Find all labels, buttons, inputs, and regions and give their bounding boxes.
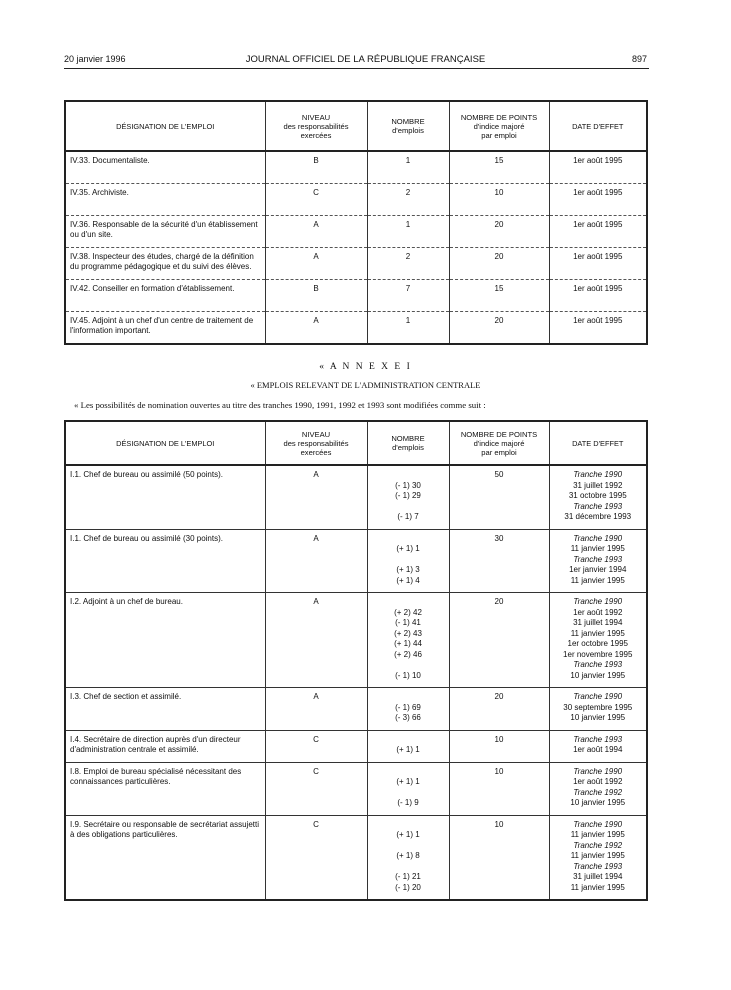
effect-date: 11 janvier 1995 bbox=[570, 830, 625, 839]
column-header-points: NOMBRE DE POINTS d'indice majoré par emploi bbox=[449, 421, 549, 465]
header-journal-title: JOURNAL OFFICIEL DE LA RÉPUBLIQUE FRANÇAISE bbox=[245, 54, 486, 65]
cell-points: 20 bbox=[449, 593, 549, 688]
cell-nombre: 2 bbox=[367, 184, 449, 216]
tranche-label: Tranche 1990 bbox=[573, 692, 623, 701]
nombre-change bbox=[372, 502, 445, 513]
table-row bbox=[65, 730, 647, 762]
effect-date: 31 octobre 1995 bbox=[568, 491, 627, 500]
nombre-change bbox=[372, 534, 445, 545]
cell-niveau: C bbox=[265, 762, 367, 815]
cell-designation: I.2. Adjoint à un chef de bureau. bbox=[65, 593, 265, 688]
nombre-change: (- 1) 69 bbox=[395, 702, 421, 712]
nombre-change: (- 1) 21 bbox=[395, 872, 421, 881]
column-header-nombre: NOMBRE d'emplois bbox=[367, 101, 449, 151]
tranche-label: Tranche 1992 bbox=[573, 787, 623, 797]
cell-points: 10 bbox=[449, 730, 549, 762]
tranche-label: Tranche 1990 bbox=[573, 533, 623, 543]
cell-niveau: A bbox=[265, 216, 367, 248]
cell-points: 20 bbox=[449, 216, 549, 248]
column-header-designation: DÉSIGNATION DE L'EMPLOI bbox=[65, 421, 265, 465]
table-row bbox=[65, 465, 647, 529]
cell-points: 10 bbox=[449, 815, 549, 900]
tranche-label: Tranche 1990 bbox=[573, 470, 623, 479]
effect-date: 31 décembre 1993 bbox=[564, 512, 632, 521]
cell-designation: I.8. Emploi de bureau spécialisé nécessitant des connaissances particulières. bbox=[65, 762, 265, 815]
nombre-change: (- 1) 20 bbox=[395, 882, 421, 892]
table-header-row bbox=[65, 421, 647, 465]
header-page-number: 897 bbox=[631, 54, 647, 64]
cell-date: 1er août 1995 bbox=[549, 248, 647, 280]
nombre-change bbox=[372, 555, 445, 566]
nombre-change: (+ 2) 42 bbox=[394, 607, 422, 617]
cell-nombre: 1 bbox=[367, 312, 449, 345]
table-row bbox=[65, 529, 647, 593]
column-header-designation: DÉSIGNATION DE L'EMPLOI bbox=[65, 101, 265, 151]
cell-date-list bbox=[549, 762, 647, 815]
nombre-change: (- 1) 10 bbox=[395, 670, 421, 680]
cell-niveau: C bbox=[265, 730, 367, 762]
column-header-niveau: NIVEAU des responsabilités exercées bbox=[265, 421, 367, 465]
effect-date: 1er août 1992 bbox=[573, 777, 623, 786]
tranche-label: Tranche 1993 bbox=[573, 554, 623, 564]
cell-designation: IV.35. Archiviste. bbox=[65, 184, 265, 216]
table-row bbox=[65, 216, 647, 248]
nombre-change: (- 1) 30 bbox=[395, 480, 421, 490]
cell-date-list bbox=[549, 465, 647, 529]
table-row bbox=[65, 688, 647, 731]
effect-date: 1er octobre 1995 bbox=[567, 639, 628, 648]
nombre-change bbox=[372, 692, 445, 703]
nombre-change bbox=[372, 862, 445, 873]
cell-designation: IV.33. Documentaliste. bbox=[65, 151, 265, 184]
cell-points: 30 bbox=[449, 529, 549, 593]
cell-nombre-list bbox=[367, 593, 449, 688]
cell-points: 15 bbox=[449, 151, 549, 184]
effect-date: 1er août 1994 bbox=[573, 745, 623, 754]
cell-points: 20 bbox=[449, 312, 549, 345]
effect-date: 10 janvier 1995 bbox=[570, 670, 626, 680]
nombre-change: (+ 1) 1 bbox=[396, 777, 420, 786]
effect-date: 11 janvier 1995 bbox=[570, 575, 625, 585]
table-row bbox=[65, 248, 647, 280]
nombre-change: (+ 1) 1 bbox=[396, 745, 420, 754]
effect-date: 30 septembre 1995 bbox=[563, 702, 633, 712]
annexe-subtitle: « EMPLOIS RELEVANT DE L'ADMINISTRATION CENTRALE bbox=[250, 380, 481, 390]
table-row bbox=[65, 312, 647, 345]
effect-date: 11 janvier 1995 bbox=[570, 851, 625, 860]
table-row bbox=[65, 593, 647, 688]
nombre-change bbox=[372, 767, 445, 778]
cell-date-list bbox=[549, 688, 647, 731]
nombre-change: (- 1) 9 bbox=[397, 798, 419, 807]
cell-designation: IV.45. Adjoint à un chef d'un centre de traitement de l'information important. bbox=[65, 312, 265, 345]
cell-niveau: C bbox=[265, 184, 367, 216]
annexe-title: « A N N E X E I bbox=[319, 362, 412, 372]
cell-date: 1er août 1995 bbox=[549, 280, 647, 312]
employment-table-2 bbox=[64, 420, 648, 901]
nombre-change: (+ 1) 1 bbox=[396, 544, 420, 553]
cell-points: 20 bbox=[449, 688, 549, 731]
cell-niveau: B bbox=[265, 151, 367, 184]
tranche-label: Tranche 1993 bbox=[573, 861, 623, 871]
cell-date-list bbox=[549, 529, 647, 593]
cell-date-list bbox=[549, 730, 647, 762]
nombre-change: (+ 1) 4 bbox=[396, 575, 420, 585]
nombre-change bbox=[372, 841, 445, 852]
nombre-change bbox=[372, 660, 445, 671]
nombre-change: (+ 1) 44 bbox=[394, 639, 422, 648]
column-header-points: NOMBRE DE POINTS d'indice majoré par emploi bbox=[449, 101, 549, 151]
table-row bbox=[65, 280, 647, 312]
nombre-change: (+ 2) 43 bbox=[394, 628, 422, 638]
cell-points: 50 bbox=[449, 465, 549, 529]
cell-designation: I.1. Chef de bureau ou assimilé (50 points). bbox=[65, 465, 265, 529]
nombre-change bbox=[372, 735, 445, 746]
effect-date: 11 janvier 1995 bbox=[570, 628, 625, 638]
cell-nombre-list bbox=[367, 815, 449, 900]
cell-niveau: A bbox=[265, 593, 367, 688]
effect-date: 11 janvier 1995 bbox=[570, 882, 625, 892]
effect-date: 11 janvier 1995 bbox=[570, 544, 625, 553]
nombre-change: (- 3) 66 bbox=[395, 713, 421, 722]
cell-niveau: A bbox=[265, 688, 367, 731]
nombre-change: (+ 1) 8 bbox=[396, 851, 420, 860]
tranche-label: Tranche 1990 bbox=[573, 597, 623, 606]
intro-paragraph: « Les possibilités de nomination ouvertes au titre des tranches 1990, 1991, 1992 et 1993 sont modifiées comme suit : bbox=[74, 400, 486, 410]
nombre-change: (- 1) 41 bbox=[395, 618, 421, 627]
table-header-row bbox=[65, 101, 647, 151]
cell-niveau: B bbox=[265, 280, 367, 312]
cell-niveau: A bbox=[265, 465, 367, 529]
cell-niveau: A bbox=[265, 248, 367, 280]
effect-date: 1er novembre 1995 bbox=[563, 649, 633, 659]
column-header-niveau: NIVEAU des responsabilités exercées bbox=[265, 101, 367, 151]
nombre-change: (- 1) 29 bbox=[395, 491, 421, 500]
cell-nombre: 1 bbox=[367, 216, 449, 248]
effect-date: 1er janvier 1994 bbox=[569, 565, 627, 574]
tranche-label: Tranche 1990 bbox=[573, 766, 623, 776]
effect-date: 31 juillet 1992 bbox=[573, 480, 623, 490]
nombre-change bbox=[372, 470, 445, 481]
column-header-date: DATE D'EFFET bbox=[549, 101, 647, 151]
tranche-label: Tranche 1992 bbox=[573, 840, 623, 850]
effect-date: 31 juillet 1994 bbox=[573, 872, 623, 881]
cell-nombre: 1 bbox=[367, 151, 449, 184]
cell-nombre: 7 bbox=[367, 280, 449, 312]
employment-table-1 bbox=[64, 100, 648, 345]
tranche-label: Tranche 1993 bbox=[573, 660, 623, 669]
cell-date: 1er août 1995 bbox=[549, 312, 647, 345]
cell-nombre-list bbox=[367, 465, 449, 529]
column-header-nombre: NOMBRE d'emplois bbox=[367, 421, 449, 465]
table-row bbox=[65, 815, 647, 900]
cell-points: 15 bbox=[449, 280, 549, 312]
cell-designation: I.9. Secrétaire ou responsable de secrétariat assujetti à des obligations particulières. bbox=[65, 815, 265, 900]
cell-points: 20 bbox=[449, 248, 549, 280]
nombre-change bbox=[372, 788, 445, 799]
cell-points: 10 bbox=[449, 184, 549, 216]
cell-niveau: A bbox=[265, 312, 367, 345]
effect-date: 31 juillet 1994 bbox=[573, 618, 623, 627]
effect-date: 10 janvier 1995 bbox=[570, 713, 626, 722]
tranche-label: Tranche 1993 bbox=[573, 501, 623, 511]
nombre-change bbox=[372, 597, 445, 608]
tranche-label: Tranche 1990 bbox=[573, 819, 623, 829]
nombre-change: (+ 1) 1 bbox=[396, 830, 420, 839]
table-row bbox=[65, 151, 647, 184]
cell-date: 1er août 1995 bbox=[549, 184, 647, 216]
cell-designation: IV.42. Conseiller en formation d'établissement. bbox=[65, 280, 265, 312]
tranche-label: Tranche 1993 bbox=[573, 734, 623, 744]
header-date: 20 janvier 1996 bbox=[64, 54, 126, 64]
cell-nombre-list bbox=[367, 529, 449, 593]
cell-designation: IV.38. Inspecteur des études, chargé de la définition du programme pédagogique et du suivi des élèves. bbox=[65, 248, 265, 280]
cell-nombre-list bbox=[367, 730, 449, 762]
cell-date-list bbox=[549, 593, 647, 688]
cell-date: 1er août 1995 bbox=[549, 216, 647, 248]
nombre-change: (+ 2) 46 bbox=[394, 649, 422, 659]
cell-niveau: A bbox=[265, 529, 367, 593]
cell-designation: IV.36. Responsable de la sécurité d'un établissement ou d'un site. bbox=[65, 216, 265, 248]
nombre-change bbox=[372, 820, 445, 831]
cell-date: 1er août 1995 bbox=[549, 151, 647, 184]
table-row bbox=[65, 762, 647, 815]
nombre-change: (- 1) 7 bbox=[397, 512, 419, 521]
cell-nombre-list bbox=[367, 688, 449, 731]
cell-points: 10 bbox=[449, 762, 549, 815]
cell-designation: I.1. Chef de bureau ou assimilé (30 points). bbox=[65, 529, 265, 593]
header-rule bbox=[64, 68, 649, 69]
cell-date-list bbox=[549, 815, 647, 900]
cell-nombre: 2 bbox=[367, 248, 449, 280]
table-row bbox=[65, 184, 647, 216]
cell-designation: I.3. Chef de section et assimilé. bbox=[65, 688, 265, 731]
effect-date: 1er août 1992 bbox=[573, 607, 623, 617]
effect-date: 10 janvier 1995 bbox=[570, 798, 626, 807]
cell-nombre-list bbox=[367, 762, 449, 815]
column-header-date: DATE D'EFFET bbox=[549, 421, 647, 465]
cell-niveau: C bbox=[265, 815, 367, 900]
cell-designation: I.4. Secrétaire de direction auprès d'un directeur d'administration centrale et assimilé. bbox=[65, 730, 265, 762]
nombre-change: (+ 1) 3 bbox=[396, 565, 420, 574]
